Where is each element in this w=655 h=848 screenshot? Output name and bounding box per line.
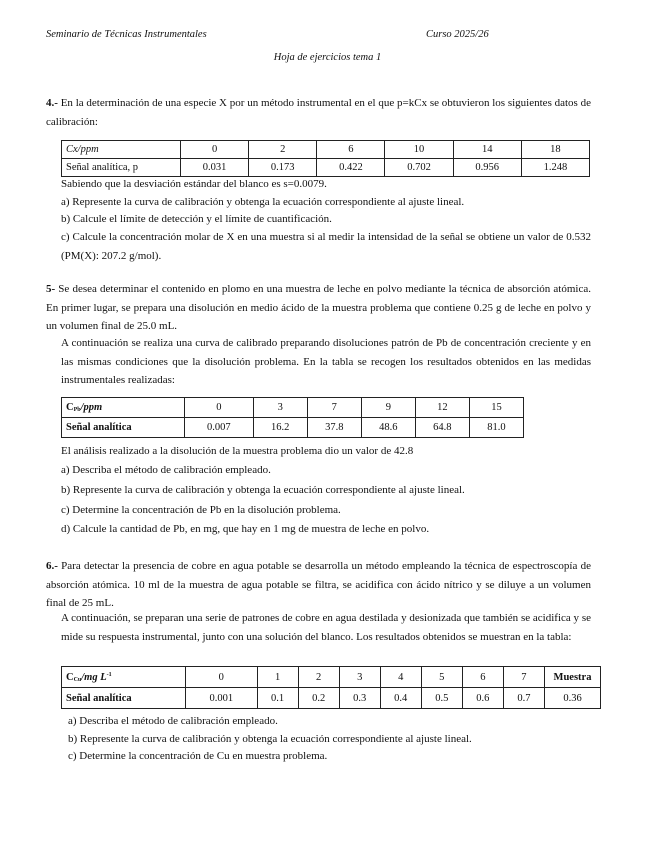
- table-row: [62, 141, 590, 159]
- exercise-4-number: 4.-: [46, 97, 58, 109]
- exercise-5-table: [61, 397, 524, 438]
- table-cell: 0: [186, 667, 258, 688]
- table-cell: 0.173: [249, 159, 317, 177]
- table-cell: 0.956: [453, 159, 521, 177]
- table-cell: 6: [462, 667, 503, 688]
- exercise-4-table: [61, 140, 590, 177]
- table-cell: 81.0: [469, 418, 523, 438]
- table-cell: 37.8: [307, 418, 361, 438]
- exercise-6-intro: [46, 557, 591, 613]
- exercise-4-note: Sabiendo que la desviación estándar del blanco es s=0.0079.: [61, 178, 327, 190]
- exercise-6-item-c: c) Determine la concentración de Cu en muestra problema.: [68, 750, 328, 762]
- exercise-4-item-a: a) Represente la curva de calibración y obtenga la ecuación correspondiente al ajuste lineal.: [61, 196, 465, 208]
- table-row-label: Cx/ppm: [62, 141, 181, 159]
- table-cell: 5: [421, 667, 462, 688]
- exercise-6-number: 6.-: [46, 560, 58, 572]
- exercise-4-text: En la determinación de una especie X por un método instrumental en el que p=kCx se obtuvieron los siguientes datos de calibración:: [46, 97, 591, 128]
- table-cell: 0: [185, 398, 254, 418]
- table-cell: 3: [339, 667, 380, 688]
- table-cell: 0.3: [339, 688, 380, 709]
- table-cell: 0.1: [257, 688, 298, 709]
- sheet-title: Hoja de ejercicios tema 1: [273, 52, 382, 63]
- table-cell: 6: [317, 141, 385, 159]
- exercise-4-item-b: b) Calcule el límite de detección y el límite de cuantificación.: [61, 213, 332, 225]
- table-cell: 18: [521, 141, 589, 159]
- table-cell: 2: [298, 667, 339, 688]
- unit-label: /ppm: [80, 402, 103, 413]
- table-cell: 0.007: [185, 418, 254, 438]
- table-cell: 0.36: [545, 688, 601, 709]
- table-cell: 0.031: [181, 159, 249, 177]
- table-cell: 7: [307, 398, 361, 418]
- table-row: [62, 418, 524, 438]
- exercise-5-note: El análisis realizado a la disolución de la muestra problema dio un valor de 42.8: [61, 445, 414, 457]
- unit-exponent: -1: [106, 671, 112, 678]
- element-subscript: Pb: [73, 407, 81, 413]
- exercise-5-item-c: c) Determine la concentración de Pb en la disolución problema.: [61, 504, 341, 516]
- table-cell: 14: [453, 141, 521, 159]
- table-cell: 1: [257, 667, 298, 688]
- unit-label: /mg L: [81, 671, 107, 683]
- exercise-6-paragraph: A continuación, se preparan una serie de patrones de cobre en agua destilada y desionizada que también se acidifica y se mide su respuesta instrumental, junto con una solución del blanco. Los resultados obtenidos se muestran en la tabla:: [61, 612, 591, 643]
- table-row: [62, 159, 590, 177]
- exercise-4-intro: [46, 94, 591, 131]
- exercise-6-item-a: a) Describa el método de calibración empleado.: [68, 715, 278, 727]
- table-cell: 15: [469, 398, 523, 418]
- exercise-5-text: Se desea determinar el contenido en plomo en una muestra de leche en polvo mediante la técnica de absorción atómica. En primer lugar, se prepara una disolución en medio ácido de la muestra problema que contiene 0.25 g de leche en polvo y un volumen final de 25.0 mL.: [46, 283, 591, 333]
- concentration-symbol: C: [66, 671, 74, 683]
- table-cell: 2: [249, 141, 317, 159]
- table-cell: 1.248: [521, 159, 589, 177]
- exercise-5-intro: [46, 280, 591, 336]
- exercise-5-paragraph: A continuación se realiza una curva de calibrado preparando disoluciones patrón de Pb de concentración creciente y en las mismas condiciones que la disolución problema. En la tabla se recogen los resultados obtenidos en las medidas instrumentales realizadas:: [61, 337, 591, 387]
- table-row-label: Señal analítica, p: [62, 159, 181, 177]
- table-cell: Muestra: [545, 667, 601, 688]
- table-cell: 0.2: [298, 688, 339, 709]
- table-cell: 0.702: [385, 159, 453, 177]
- exercise-5-number: 5-: [46, 283, 56, 295]
- table-cell: 12: [415, 398, 469, 418]
- table-cell: 3: [253, 398, 307, 418]
- exercise-6-text: Para detectar la presencia de cobre en agua potable se desarrolla un método empleando la técnica de espectroscopía de absorción atómica. 10 ml de la muestra de agua potable se filtra, se acidifica con ácido nítrico y se diluye a un volumen final de 25 mL.: [46, 560, 591, 610]
- exercise-5-item-b: b) Represente la curva de calibración y obtenga la ecuación correspondiente al ajuste lineal.: [61, 484, 465, 496]
- table-cell: 0.7: [503, 688, 544, 709]
- table-cell: 16.2: [253, 418, 307, 438]
- table-cell: 10: [385, 141, 453, 159]
- table-cell: 48.6: [361, 418, 415, 438]
- exercise-5-item-d: d) Calcule la cantidad de Pb, en mg, que hay en 1 mg de muestra de leche en polvo.: [61, 523, 430, 535]
- exercise-6-table: [61, 666, 601, 709]
- exercise-5-item-a: a) Describa el método de calibración empleado.: [61, 464, 271, 476]
- table-cell: 9: [361, 398, 415, 418]
- table-row-label: Señal analítica: [62, 688, 186, 709]
- table-cell: 0: [181, 141, 249, 159]
- table-cell: 7: [503, 667, 544, 688]
- table-row: [62, 667, 601, 688]
- table-cell: 0.6: [462, 688, 503, 709]
- exercise-4-item-c: c) Calcule la concentración molar de X en una muestra si al medir la intensidad de la señal se obtiene un valor de 0.532 (PM(X): 207.2 g/mol).: [61, 231, 591, 262]
- table-cell: 4: [380, 667, 421, 688]
- course-year: Curso 2025/26: [426, 29, 489, 40]
- table-cell: 0.422: [317, 159, 385, 177]
- table-cell: 0.5: [421, 688, 462, 709]
- table-row: [62, 398, 524, 418]
- concentration-symbol: C: [66, 402, 74, 413]
- table-cell: 0.001: [186, 688, 258, 709]
- element-subscript: Cu: [73, 676, 82, 683]
- table-row: [62, 688, 601, 709]
- table-row-label: [62, 667, 186, 688]
- table-row-label: Señal analítica: [62, 418, 185, 438]
- table-cell: 64.8: [415, 418, 469, 438]
- table-row-label: [62, 398, 185, 418]
- table-cell: 0.4: [380, 688, 421, 709]
- exercise-6-item-b: b) Represente la curva de calibración y obtenga la ecuación correspondiente al ajuste lineal.: [68, 733, 472, 745]
- course-title: Seminario de Técnicas Instrumentales: [46, 29, 207, 40]
